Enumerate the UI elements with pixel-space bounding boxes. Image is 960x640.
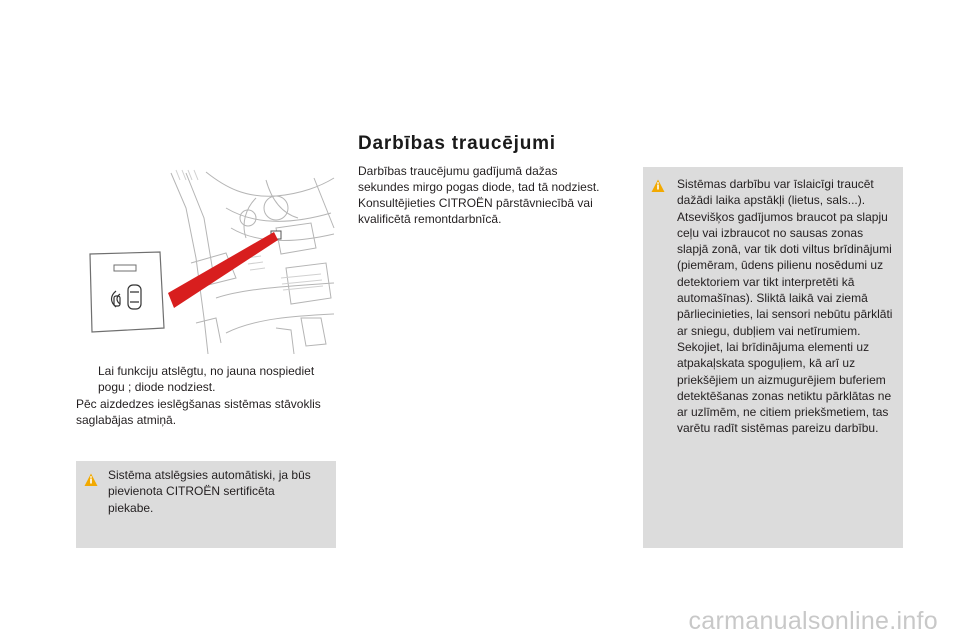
- button-closeup: [90, 252, 164, 332]
- info-box-trailer: [76, 461, 336, 548]
- info-icon: [84, 473, 98, 487]
- info-text-trailer: Sistēma atslēgsies automātiski, ja būs pievienota CITROËN sertificēta piekabe.: [108, 468, 311, 515]
- watermark-text: carmanualsonline.info: [688, 607, 938, 635]
- malfunction-paragraph: Darbības traucējumu gadījumā dažas sekundes mirgo pogas diode, tad tā nodziest. Konsultējieties CITROËN pārstāvniecībā vai kvalificētā remontdarbnīcā.: [358, 164, 600, 226]
- dashboard-drawing: [76, 168, 336, 354]
- info-icon: [651, 179, 665, 193]
- memory-paragraph: Pēc aizdedzes ieslēgšanas sistēmas stāvoklis saglabājas atmiņā.: [76, 397, 321, 427]
- dashboard-illustration: [76, 168, 336, 354]
- bullet-text: Lai funkciju atslēgtu, no jauna nospiediet pogu ; diode nodziest.: [98, 364, 315, 394]
- red-pointer: [168, 232, 278, 308]
- info-box-weather: [643, 167, 903, 548]
- page-title: Darbības traucējumi: [358, 133, 556, 154]
- info-text-weather: Sistēmas darbību var īslaicīgi traucēt dažādi laika apstākļi (lietus, sals...). Atsevišķos gadījumos braucot pa slapju ceļu vai izbraucot no sausas zonas slapjā zonā, var tik doti viltus brīdinājumi (piemēram, ūdens pilienu nosēdumi uz detektoriem var tikt interpretēti kā automašīnas). Sliktā laikā vai ziemā pārliecinieties, lai sensori nebūtu pārklāti ar sniegu, dubļiem vai netīrumiem. Sekojiet, lai brīdinājuma elementi uz atpakaļskata spoguļiem, kā arī uz priekšējiem un aizmugurējiem buferiem detektēšanas zonas netiktu pārklātas ne ar uzlīmēm, ne citiem priekšmetiem, tas varētu radīt sistēmas pareizu darbību.: [677, 177, 893, 436]
